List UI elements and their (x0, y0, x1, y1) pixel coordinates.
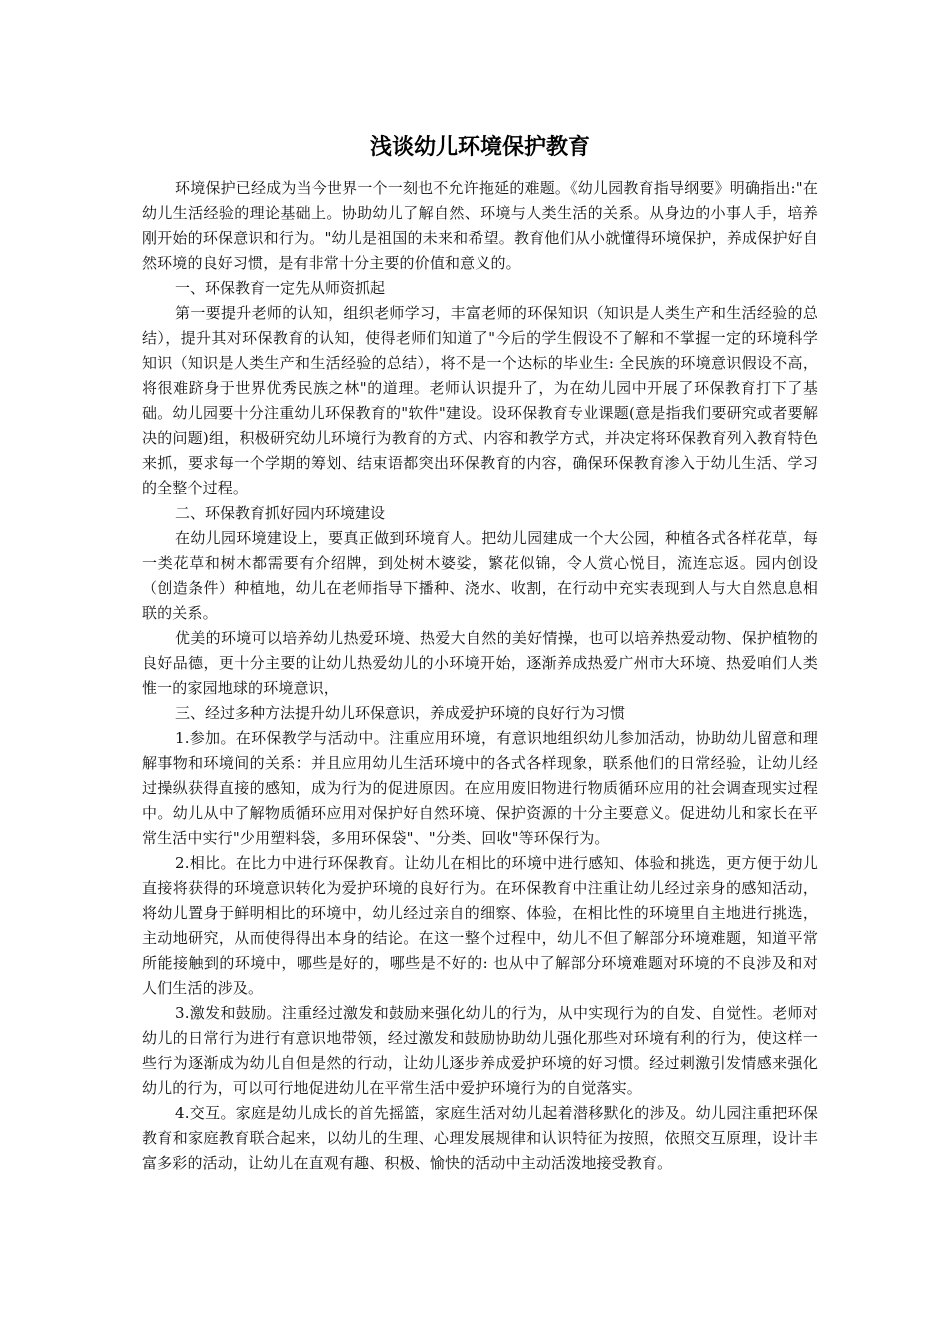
section-3-item-2: 2.相比。在比力中进行环保教育。让幼儿在相比的环境中进行感知、体验和挑选，更方便于幼儿直接将获得的环境意识转化为爱护环境的良好行为。在环保教育中注重让幼儿经过亲身的感知活动，将幼儿置身于鲜明相比的环境中，幼儿经过亲自的细察、体验，在相比性的环境里自主地进行挑选，主动地研究，从而使得得出本身的结论。在这一整个过程中，幼儿不但了解部分环境难题，知道平常所能接触到的环境中，哪些是好的，哪些是不好的: 也从中了解部分环境难题对环境的不良涉及和对人们生活的涉及。 (142, 854, 818, 997)
document-page (142, 128, 818, 1176)
section-2-paragraph-2: 优美的环境可以培养幼儿热爱环境、热爱大自然的美好情操，也可以培养热爱动物、保护植物的良好品德，更十分主要的让幼儿热爱幼儿的小环境开始，逐渐养成热爱广州市大环境、热爱咱们人类惟一的家园地球的环境意识， (142, 629, 818, 697)
intro-paragraph: 环境保护已经成为当今世界一个一刻也不允许拖延的难题。《幼儿园教育指导纲要》明确指出:"在幼儿生活经验的理论基础上。协助幼儿了解自然、环境与人类生活的关系。从身边的小事人手，培养刚开始的环保意识和行为。"幼儿是祖国的未来和希望。教育他们从小就懂得环境保护，养成保护好自然环境的良好习惯，是有非常十分主要的价值和意义的。 (142, 179, 818, 272)
section-heading-2: 二、环保教育抓好园内环境建设 (175, 504, 386, 522)
section-2-paragraph-1: 在幼儿园环境建设上，要真正做到环境育人。把幼儿园建成一个大公园，种植各式各样花草，每一类花草和树木都需要有介绍牌，到处树木婆娑，繁花似锦，令人赏心悦目，流连忘返。园内创设（创造条件）种植地，幼儿在老师指导下播种、浇水、收割，在行动中充实表现到人与大自然息息相联的关系。 (142, 529, 818, 622)
section-heading-1: 一、环保教育一定先从师资抓起 (175, 279, 386, 297)
document-title: 浅谈幼儿环境保护教育 (369, 135, 590, 160)
section-3-item-3: 3.激发和鼓励。注重经过激发和鼓励来强化幼儿的行为，从中实现行为的自发、自觉性。老师对幼儿的日常行为进行有意识地带领，经过激发和鼓励协助幼儿强化那些对环境有利的行为，使这样一些行为逐渐成为幼儿自但是然的行动，让幼儿逐步养成爱护环境的好习惯。经过刺激引发情感来强化幼儿的行为，可以可行地促进幼儿在平常生活中爱护环境行为的自觉落实。 (142, 1004, 818, 1097)
section-heading-3: 三、经过多种方法提升幼儿环保意识，养成爱护环境的良好行为习惯 (175, 704, 626, 722)
section-3-item-1: 1.参加。在环保教学与活动中。注重应用环境，有意识地组织幼儿参加活动，协助幼儿留意和理解事物和环境间的关系：并且应用幼儿生活环境中的各式各样现象，联系他们的日常经验，让幼儿经过操纵获得直接的感知，成为行为的促进原因。在应用废旧物进行物质循环应用的社会调查现实过程中。幼儿从中了解物质循环应用对保护好自然环境、保护资源的十分主要意义。促进幼儿和家长在平常生活中实行"少用塑料袋，多用环保袋"、"分类、回收"等环保行为。 (142, 729, 818, 847)
section-1-paragraph: 第一要提升老师的认知，组织老师学习，丰富老师的环保知识（知识是人类生产和生活经验的总结），提升其对环保教育的认知，使得老师们知道了"今后的学生假设不了解和不掌握一定的环境科学知识（知识是人类生产和生活经验的总结），将不是一个达标的毕业生: 全民族的环境意识假设不高，将很难跻身于世界优秀民族之林"的道理。老师认识提升了，为在幼儿园中开展了环保教育打下了基础。幼儿园要十分注重幼儿环保教育的"软件"建设。设环保教育专业课题(意是指我们要研究或者要解决的问题)组，积极研究幼儿环境行为教育的方式、内容和教学方式，并决定将环保教育列入教育特色来抓，要求每一个学期的筹划、结束语都突出环保教育的内容，确保环保教育渗入于幼儿生活、学习的全整个过程。 (142, 304, 818, 497)
section-3-item-4: 4.交互。家庭是幼儿成长的首先摇篮，家庭生活对幼儿起着潜移默化的涉及。幼儿园注重把环保教育和家庭教育联合起来，以幼儿的生理、心理发展规律和认识特征为按照，依照交互原理，设计丰富多彩的活动，让幼儿在直观有趣、积极、愉快的活动中主动活泼地接受教育。 (142, 1104, 818, 1172)
